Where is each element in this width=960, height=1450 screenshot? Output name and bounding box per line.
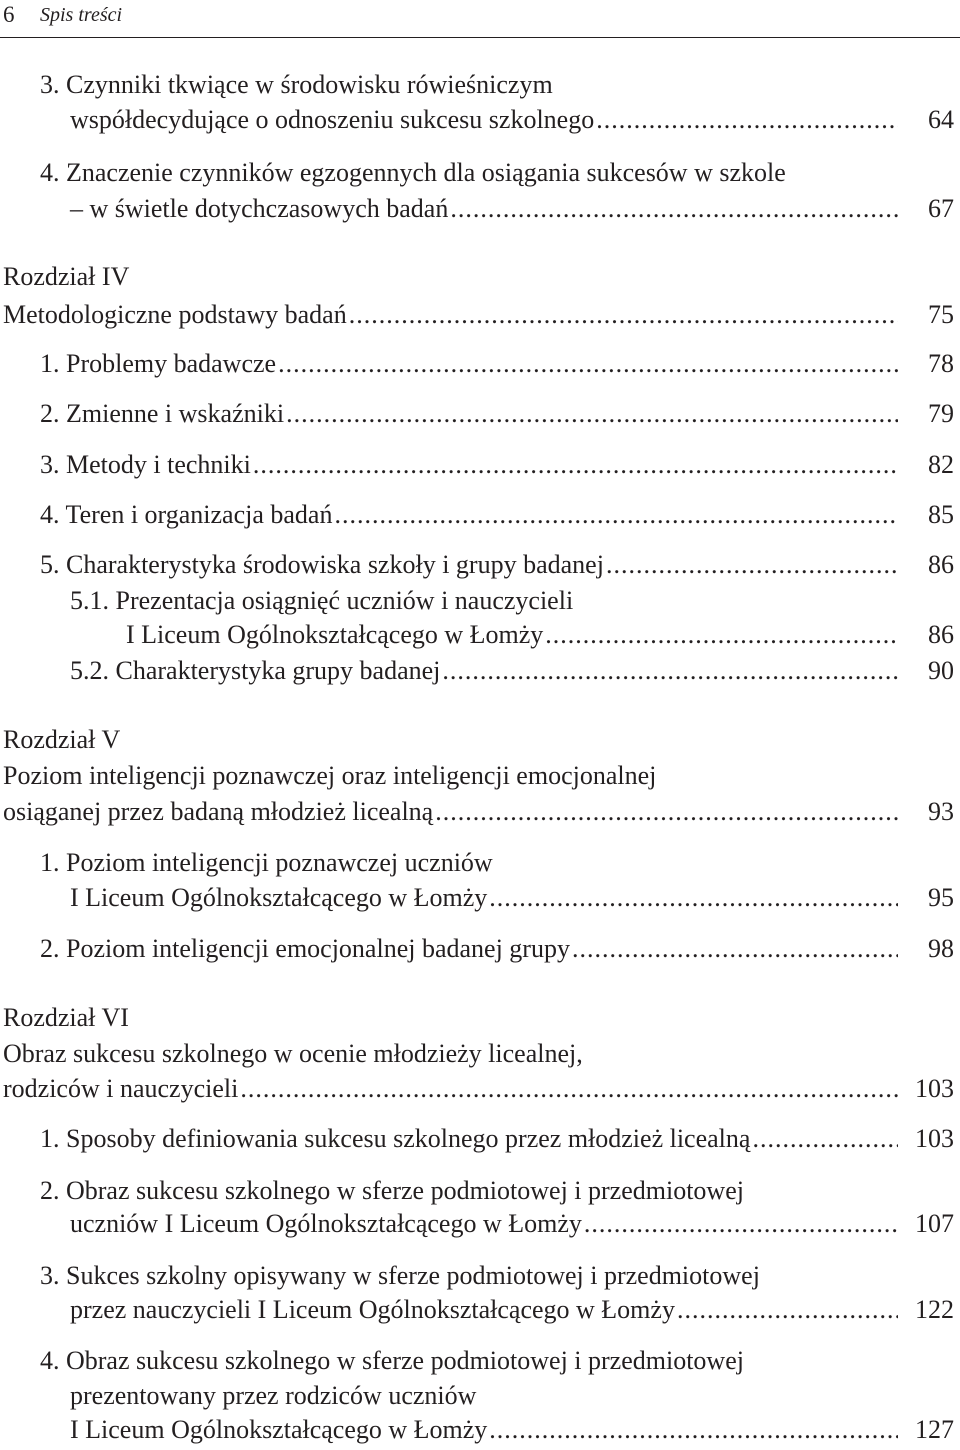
toc-entry-page: 95	[928, 883, 954, 912]
dot-leader	[487, 1412, 898, 1448]
toc-entry	[70, 1412, 954, 1448]
toc-entry-page: 86	[928, 550, 954, 579]
toc-entry-page: 98	[928, 934, 954, 963]
toc-entry	[70, 880, 954, 916]
toc-entry-title: 4. Znaczenie czynników egzogennych dla osiągania sukcesów w szkole	[40, 158, 786, 187]
chapter-title: rodziców i nauczycieli	[3, 1074, 239, 1103]
toc-entry	[40, 497, 954, 533]
toc-entry	[40, 547, 954, 583]
dot-leader	[433, 794, 898, 830]
toc-entry	[40, 1343, 950, 1379]
toc-entry-title: 5.1. Prezentacja osiągnięć uczniów i nauczycieli	[70, 586, 574, 615]
page-number: 6	[3, 2, 15, 27]
dot-leader	[251, 447, 898, 483]
chapter-title: Obraz sukcesu szkolnego w ocenie młodzieży licealnej,	[3, 1039, 583, 1068]
toc-entry-title: I Liceum Ogólnokształcącego w Łomży	[70, 883, 488, 912]
toc-entry	[70, 191, 954, 227]
chapter-heading	[3, 722, 943, 758]
toc-entry-title: przez nauczycieli I Liceum Ogólnokształcącego w Łomży	[70, 1295, 675, 1324]
toc-entry-title: I Liceum Ogólnokształcącego w Łomży	[70, 1415, 488, 1444]
toc-entry	[40, 396, 954, 432]
chapter-number: Rozdział IV	[3, 262, 130, 291]
toc-entry-title: 2. Poziom inteligencji emocjonalnej badanej grupy	[40, 934, 570, 963]
dot-leader	[582, 1206, 898, 1242]
toc-entry	[70, 1206, 954, 1242]
toc-entry-page: 107	[915, 1209, 954, 1238]
dot-leader	[594, 102, 898, 138]
toc-entry-title: 5.2. Charakterystyka grupy badanej	[70, 656, 441, 685]
toc-entry-title: 4. Teren i organizacja badań	[40, 500, 333, 529]
chapter-title: Poziom inteligencji poznawczej oraz inteligencji emocjonalnej	[3, 761, 657, 790]
toc-entry-title: 1. Poziom inteligencji poznawczej uczniów	[40, 848, 493, 877]
toc-entry-title: 1. Problemy badawcze	[40, 349, 277, 378]
toc-entry-title: uczniów I Liceum Ogólnokształcącego w Łomży	[70, 1209, 582, 1238]
toc-entry	[70, 1292, 954, 1328]
toc-entry	[3, 1036, 943, 1072]
toc-entry-page: 67	[928, 194, 954, 223]
toc-entry	[3, 1071, 954, 1107]
toc-entry	[70, 583, 950, 619]
dot-leader	[604, 547, 898, 583]
running-title: Spis treści	[40, 4, 123, 26]
toc-entry-title: 3. Czynniki tkwiące w środowisku rówieśniczym	[40, 70, 553, 99]
dot-leader	[570, 931, 898, 967]
toc-entry	[126, 617, 954, 653]
toc-entry	[40, 155, 950, 191]
toc-entry-page: 64	[928, 105, 954, 134]
toc-entry	[40, 67, 950, 103]
toc-entry	[40, 1258, 950, 1294]
dot-leader	[543, 617, 898, 653]
toc-entry-title: 3. Metody i techniki	[40, 450, 251, 479]
dot-leader	[750, 1121, 898, 1157]
toc-entry-page: 103	[915, 1124, 954, 1153]
toc-entry-title: 2. Zmienne i wskaźniki	[40, 399, 285, 428]
toc-entry-title: 5. Charakterystyka środowiska szkoły i grupy badanej	[40, 550, 604, 579]
dot-leader	[448, 191, 898, 227]
toc-entry	[40, 845, 950, 881]
toc-entry-page: 103	[915, 1074, 954, 1103]
dot-leader	[276, 346, 898, 382]
toc-entry-title: współdecydujące o odnoszeniu sukcesu szkolnego	[70, 105, 595, 134]
toc-entry-page: 90	[928, 656, 954, 685]
chapter-title: Metodologiczne podstawy badań	[3, 300, 347, 329]
chapter-heading	[3, 259, 943, 295]
toc-entry-title: prezentowany przez rodziców uczniów	[70, 1381, 477, 1410]
toc-entry	[3, 758, 943, 794]
dot-leader	[440, 653, 898, 689]
toc-entry-title: 1. Sposoby definiowania sukcesu szkolnego przez młodzież licealną	[40, 1124, 751, 1153]
toc-entry	[70, 653, 954, 689]
chapter-heading	[3, 1000, 943, 1036]
chapter-title: osiąganej przez badaną młodzież licealną	[3, 797, 434, 826]
toc-entry	[3, 297, 954, 333]
dot-leader	[487, 880, 898, 916]
toc-entry-page: 85	[928, 500, 954, 529]
toc-entry-page: 75	[928, 300, 954, 329]
toc-entry	[3, 794, 954, 830]
toc-entry-page: 86	[928, 620, 954, 649]
toc-entry	[40, 346, 954, 382]
toc-entry	[40, 931, 954, 967]
toc-entry-page: 93	[928, 797, 954, 826]
toc-entry-page: 82	[928, 450, 954, 479]
toc-entry	[70, 102, 954, 138]
toc-entry	[40, 1121, 954, 1157]
toc-entry-page: 78	[928, 349, 954, 378]
dot-leader	[332, 497, 898, 533]
dot-leader	[675, 1292, 898, 1328]
header-divider	[0, 37, 960, 38]
dot-leader	[238, 1071, 898, 1107]
toc-entry-page: 122	[915, 1295, 954, 1324]
toc-entry	[70, 1378, 950, 1414]
page-header	[0, 0, 960, 40]
toc-entry-title: – w świetle dotychczasowych badań	[70, 194, 449, 223]
dot-leader	[284, 396, 898, 432]
toc-entry-title: 4. Obraz sukcesu szkolnego w sferze podmiotowej i przedmiotowej	[40, 1346, 744, 1375]
toc-entry-title: I Liceum Ogólnokształcącego w Łomży	[126, 620, 544, 649]
toc-entry	[40, 447, 954, 483]
toc-entry-title: 2. Obraz sukcesu szkolnego w sferze podmiotowej i przedmiotowej	[40, 1176, 744, 1205]
dot-leader	[347, 297, 898, 333]
toc-entry-title: 3. Sukces szkolny opisywany w sferze podmiotowej i przedmiotowej	[40, 1261, 760, 1290]
toc-entry-page: 79	[928, 399, 954, 428]
chapter-number: Rozdział VI	[3, 1003, 129, 1032]
chapter-number: Rozdział V	[3, 725, 121, 754]
toc-entry-page: 127	[915, 1415, 954, 1444]
toc-entry	[40, 1173, 950, 1209]
